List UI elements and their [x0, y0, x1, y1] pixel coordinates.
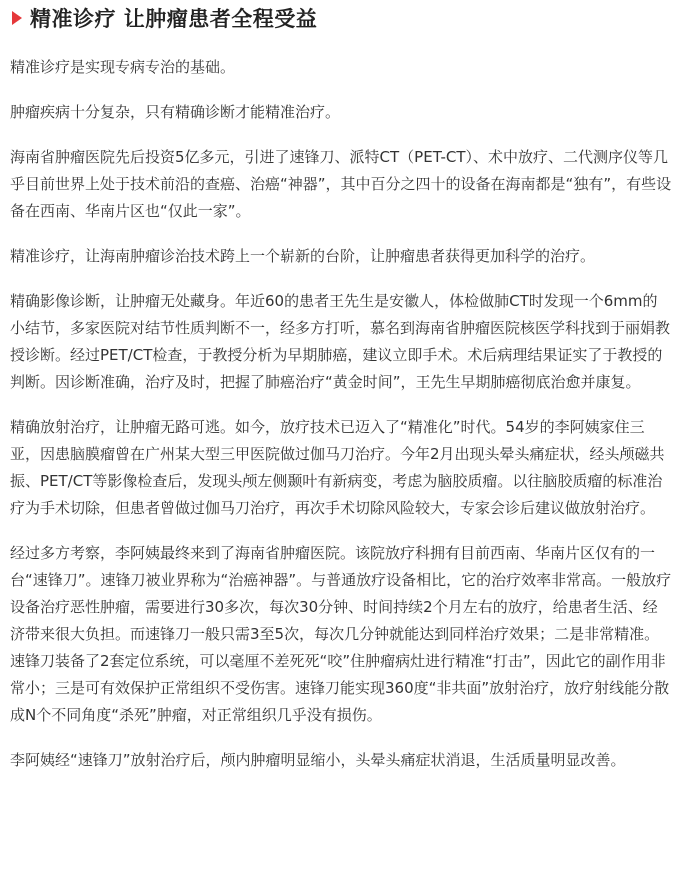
paragraph: 经过多方考察，李阿姨最终来到了海南省肿瘤医院。该院放疗科拥有目前西南、华南片区仅有的一台“速锋刀”。速锋刀被业界称为“治癌神器”。与普通放疗设备相比，它的治疗效率非常高。一般放疗设备治疗恶性肿瘤，需要进行30多次，每次30分钟、时间持续2个月左右的放疗，给患者生活、经济带来很大负担。而速锋刀一般只需3至5次，每次几分钟就能达到同样治疗效果；二是非常精准。速锋刀装备了2套定位系统，可以毫厘不差死死“咬”住肿瘤病灶进行精准“打击”，因此它的副作用非常小；三是可有效保护正常组织不受伤害。速锋刀能实现360度“非共面”放射治疗，放疗射线能分散成N个不同角度“杀死”肿瘤，对正常组织几乎没有损伤。 — [10, 544, 672, 724]
paragraph: 精确影像诊断，让肿瘤无处藏身。年近60的患者王先生是安徽人，体检做肺CT时发现一个6mm的小结节，多家医院对结节性质判断不一，经多方打听，慕名到海南省肿瘤医院核医学科找到于丽娟教授诊断。经过PET/CT检查，于教授分析为早期肺癌，建议立即手术。术后病理结果证实了于教授的判断。因诊断准确，治疗及时，把握了肺癌治疗“黄金时间”，王先生早期肺癌彻底治愈并康复。 — [10, 292, 671, 391]
paragraph: 精确放射治疗，让肿瘤无路可逃。如今，放疗技术已迈入了“精准化”时代。54岁的李阿姨家住三亚，因患脑膜瘤曾在广州某大型三甲医院做过伽马刀治疗。今年2月出现头晕头痛症状，经头颅磁共振、PET/CT等影像检查后，发现头颅左侧颞叶有新病变，考虑为脑胶质瘤。以往脑胶质瘤的标准治疗为手术切除，但患者曾做过伽马刀治疗，再次手术切除风险较大，专家会诊后建议做放射治疗。 — [10, 418, 665, 517]
paragraph: 精准诊疗是实现专病专治的基础。 — [10, 58, 236, 76]
paragraph: 海南省肿瘤医院先后投资5亿多元，引进了速锋刀、派特CT（PET-CT）、术中放疗、二代测序仪等几乎目前世界上处于技术前沿的查癌、治癌“神器”，其中百分之四十的设备在海南都是“独有”，有些设备在西南、华南片区也“仅此一家”。 — [10, 148, 672, 220]
section-heading — [10, 0, 672, 36]
section-title: 精准诊疗 让肿瘤患者全程受益 — [30, 7, 318, 31]
paragraph: 精准诊疗，让海南肿瘤诊治技术跨上一个崭新的台阶，让肿瘤患者获得更加科学的治疗。 — [10, 247, 596, 265]
paragraph: 李阿姨经“速锋刀”放射治疗后，颅内肿瘤明显缩小，头晕头痛症状消退，生活质量明显改善。 — [10, 751, 626, 769]
paragraph: 肿瘤疾病十分复杂，只有精确诊断才能精准治疗。 — [10, 103, 341, 121]
triangle-right-icon — [12, 11, 22, 25]
